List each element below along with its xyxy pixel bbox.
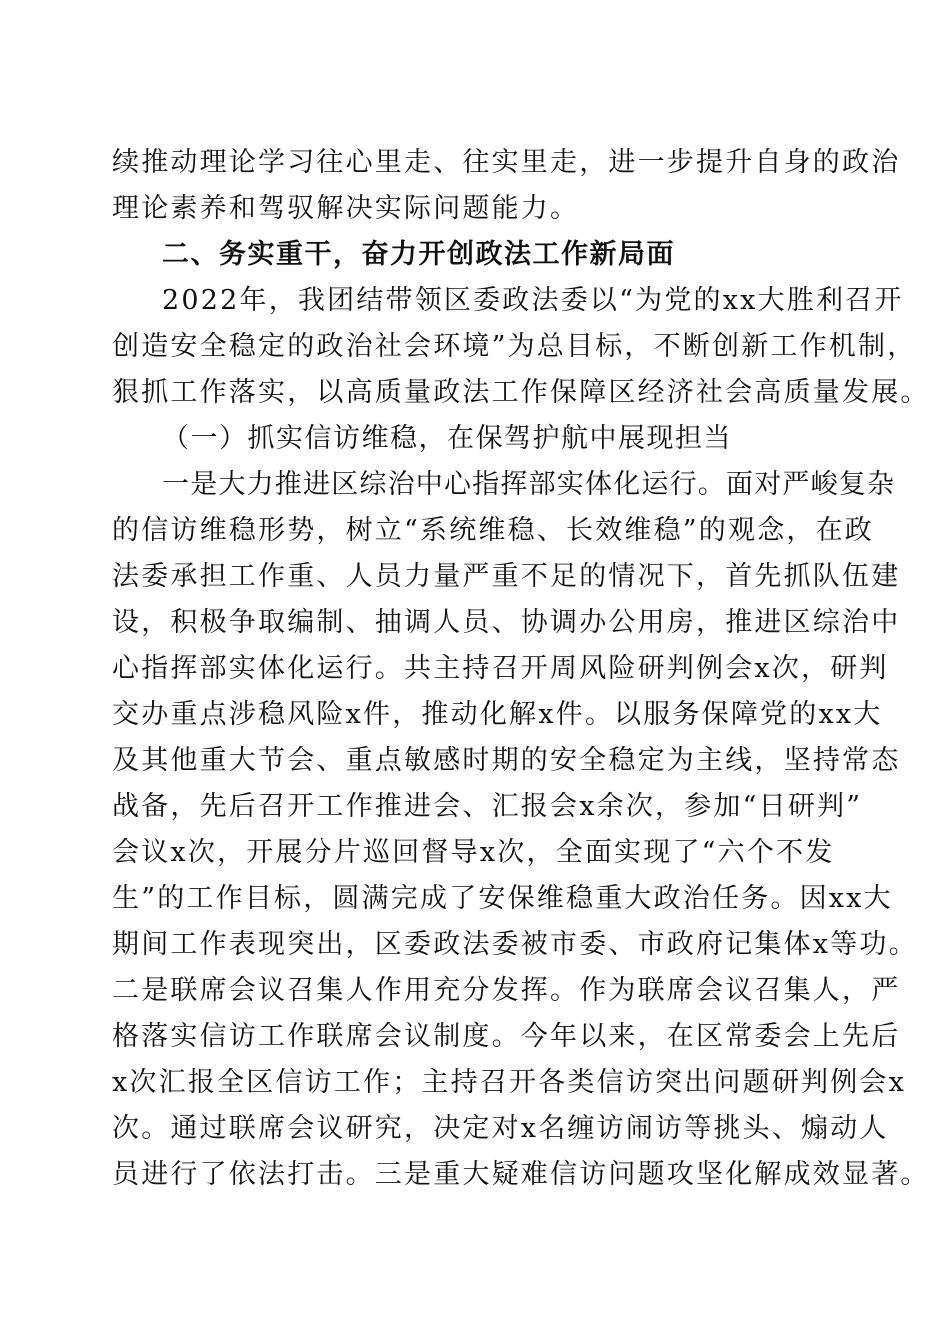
paragraph-line: 的信访维稳形势，树立“系统维稳、长效维稳”的观念，在政	[112, 515, 875, 546]
paragraph-line: x次汇报全区信访工作；主持召开各类信访突出问题研判例会x	[112, 1067, 907, 1098]
paragraph-line: 2022年，我团结带领区委政法委以“为党的xx大胜利召开	[162, 285, 904, 316]
paragraph-line: 战备，先后召开工作推进会、汇报会x余次，参加“日研判”	[112, 791, 863, 822]
paragraph-line: 二是联席会议召集人作用充分发挥。作为联席会议召集人，严	[112, 975, 901, 1006]
paragraph-line: 会议x次，开展分片巡回督导x次，全面实现了“六个不发	[112, 837, 835, 868]
section-heading: 二、务实重干，奋力开创政法工作新局面	[162, 239, 675, 270]
paragraph-line: 一是大力推进区综治中心指挥部实体化运行。面对严峻复杂	[162, 469, 896, 500]
paragraph-line: 员进行了依法打击。三是重大疑难信访问题攻坚化解成效显著。	[112, 1159, 930, 1190]
subsection-heading: （一）抓实信访维稳，在保驾护航中展现担当	[162, 423, 732, 454]
paragraph-line: 次。通过联席会议研究，决定对x名缠访闹访等挑头、煽动人	[112, 1113, 889, 1144]
paragraph-line: 续推动理论学习往心里走、往实里走，进一步提升自身的政治	[112, 147, 901, 178]
paragraph-line: 设，积极争取编制、抽调人员、协调办公用房，推进区综治中	[112, 607, 901, 638]
paragraph-line: 格落实信访工作联席会议制度。今年以来，在区常委会上先后	[112, 1021, 901, 1052]
paragraph-line: 狠抓工作落实，以高质量政法工作保障区经济社会高质量发展。	[112, 377, 930, 408]
paragraph-line: 交办重点涉稳风险x件，推动化解x件。以服务保障党的xx大	[112, 699, 883, 730]
paragraph-line: 生”的工作目标，圆满完成了安保维稳重大政治任务。因xx大	[112, 883, 893, 914]
paragraph-line: 心指挥部实体化运行。共主持召开周风险研判例会x次，研判	[112, 653, 889, 684]
paragraph-line: 创造安全稳定的政治社会环境”为总目标，不断创新工作机制，	[112, 331, 917, 362]
paragraph-line: 理论素养和驾驭解决实际问题能力。	[112, 193, 580, 224]
paragraph-line: 期间工作表现突出，区委政法委被市委、市政府记集体x等功。	[112, 929, 918, 960]
paragraph-line: 及其他重大节会、重点敏感时期的安全稳定为主线，坚持常态	[112, 745, 901, 776]
paragraph-line: 法委承担工作重、人员力量严重不足的情况下，首先抓队伍建	[112, 561, 901, 592]
